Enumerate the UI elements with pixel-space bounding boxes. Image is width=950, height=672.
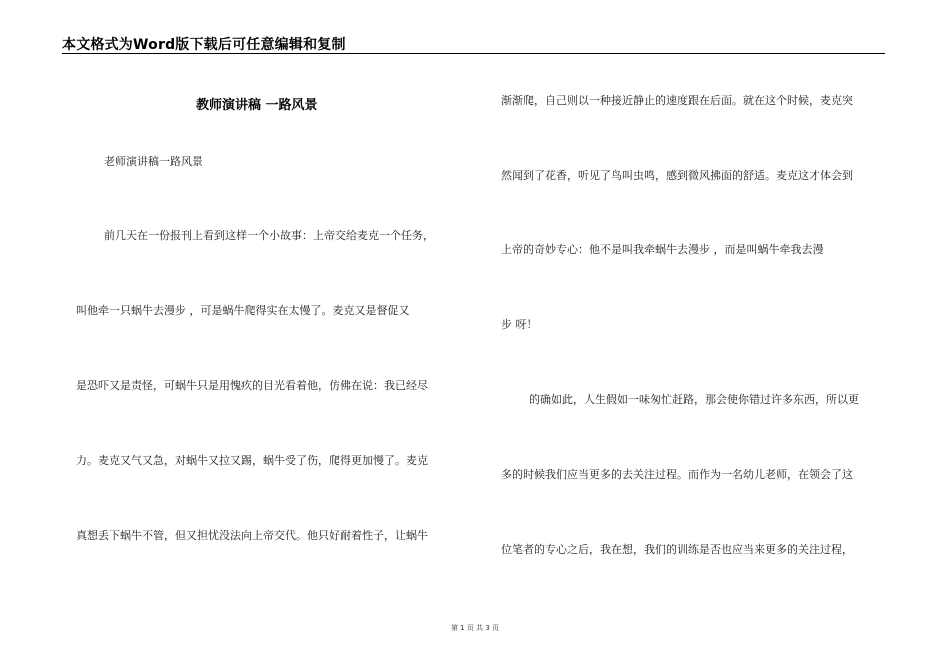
paragraph-line: 的确如此，人生假如一味匆忙赶路，那会使你错过许多东西，所以更	[529, 393, 859, 406]
paragraph-line: 叫他牵一只蜗牛去漫步 ，可是蜗牛爬得实在太慢了。麦克又是督促又	[76, 304, 410, 317]
document-title: 教师演讲稿 一路风景	[196, 98, 318, 113]
subtitle-line: 老师演讲稿一路风景	[104, 155, 203, 168]
paragraph-line: 步 呀！	[501, 318, 538, 331]
header-divider	[62, 53, 885, 54]
paragraph-line: 多的时候我们应当更多的去关注过程。而作为一名幼儿老师，在领会了这	[501, 468, 853, 481]
paragraph-line: 渐渐爬，自己则以一种接近静止的速度跟在后面。就在这个时候，麦克突	[501, 94, 853, 107]
paragraph-line: 是恐吓又是责怪，可蜗牛只是用愧疚的目光看着他，仿佛在说：我已经尽	[76, 379, 428, 392]
paragraph-line: 前几天在一份报刊上看到这样一个小故事：上帝交给麦克一个任务，	[104, 229, 434, 242]
page-number: 第 1 页 共 3 页	[450, 624, 500, 632]
paragraph-line: 力。麦克又气又急，对蜗牛又拉又踢，蜗牛受了伤，爬得更加慢了。麦克	[76, 454, 428, 467]
paragraph-line: 真想丢下蜗牛不管，但又担忧没法向上帝交代。他只好耐着性子，让蜗牛	[76, 529, 428, 542]
paragraph-line: 位笔者的专心之后，我在想，我们的训练是否也应当来更多的关注过程，	[501, 543, 853, 556]
paragraph-line: 上帝的奇妙专心：他不是叫我牵蜗牛去漫步 ，而是叫蜗牛牵我去漫	[501, 243, 824, 256]
document-banner: 本文格式为Word版下载后可任意编辑和复制	[62, 37, 346, 53]
paragraph-line: 然闻到了花香，听见了鸟叫虫鸣，感到微风拂面的舒适。麦克这才体会到	[501, 169, 853, 182]
